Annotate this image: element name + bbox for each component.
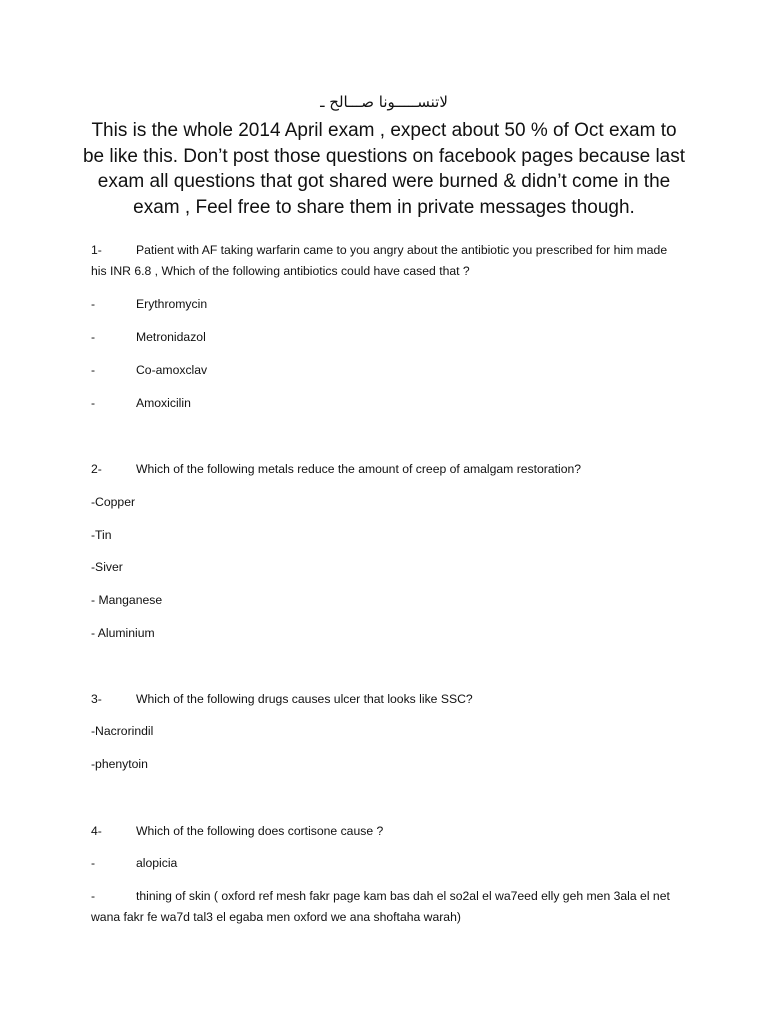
option-text: Amoxicilin — [136, 396, 191, 410]
option-bullet: - — [91, 396, 96, 410]
question-3 — [91, 689, 681, 710]
question-text: Which of the following does cortisone cause ? — [136, 824, 384, 838]
question-4-option-1 — [91, 855, 177, 871]
question-text: Which of the following metals reduce the amount of creep of amalgam restoration? — [136, 462, 582, 476]
question-2-option-5: - Aluminium — [91, 626, 155, 640]
option-bullet: - — [91, 297, 96, 311]
question-2 — [91, 459, 681, 480]
question-3-option-1: -Nacrorindil — [91, 724, 154, 738]
question-number: 4- — [91, 824, 102, 838]
question-number: 2- — [91, 462, 102, 476]
question-1-option-4 — [91, 395, 191, 411]
intro-paragraph: This is the whole 2014 April exam , expect about 50 % of Oct exam to be like this. Don’t post those questions on facebook pages because last exam all questions that got shared were burned & didn’t come in the exam , Feel free to share them in private messages though. — [82, 120, 686, 218]
question-number: 1- — [91, 243, 102, 257]
question-4 — [91, 821, 681, 842]
question-2-option-1: -Copper — [91, 495, 136, 509]
option-text: Erythromycin — [136, 297, 208, 311]
question-text: Which of the following drugs causes ulcer that looks like SSC? — [136, 692, 473, 706]
question-1 — [91, 240, 681, 282]
question-text: Patient with AF taking warfarin came to you angry about the antibiotic you prescribed for him made his INR 6.8 , Which of the following antibiotics could have cased that ? — [91, 243, 668, 278]
question-number: 3- — [91, 692, 102, 706]
option-bullet: - — [91, 889, 96, 903]
question-2-option-3: -Siver — [91, 560, 123, 574]
option-bullet: - — [91, 363, 96, 377]
question-4-option-2 — [91, 886, 681, 928]
question-3-option-2: -phenytoin — [91, 757, 148, 771]
option-text: Metronidazol — [136, 330, 206, 344]
question-1-option-1 — [91, 296, 207, 312]
question-2-option-2: -Tin — [91, 528, 112, 542]
option-text: Co-amoxclav — [136, 363, 208, 377]
option-text: thining of skin ( oxford ref mesh fakr page kam bas dah el so2al el wa7eed elly geh men 3ala el net wana fakr fe wa7d tal3 el egaba men oxford we ana shoftaha warah) — [91, 889, 670, 924]
option-text: alopicia — [136, 856, 178, 870]
question-1-option-2 — [91, 329, 206, 345]
option-bullet: - — [91, 856, 96, 870]
arabic-header-line: لاتنســـــونا صـــالح ـ — [320, 93, 448, 111]
question-1-option-3 — [91, 362, 207, 378]
option-bullet: - — [91, 330, 96, 344]
question-2-option-4: - Manganese — [91, 593, 163, 607]
